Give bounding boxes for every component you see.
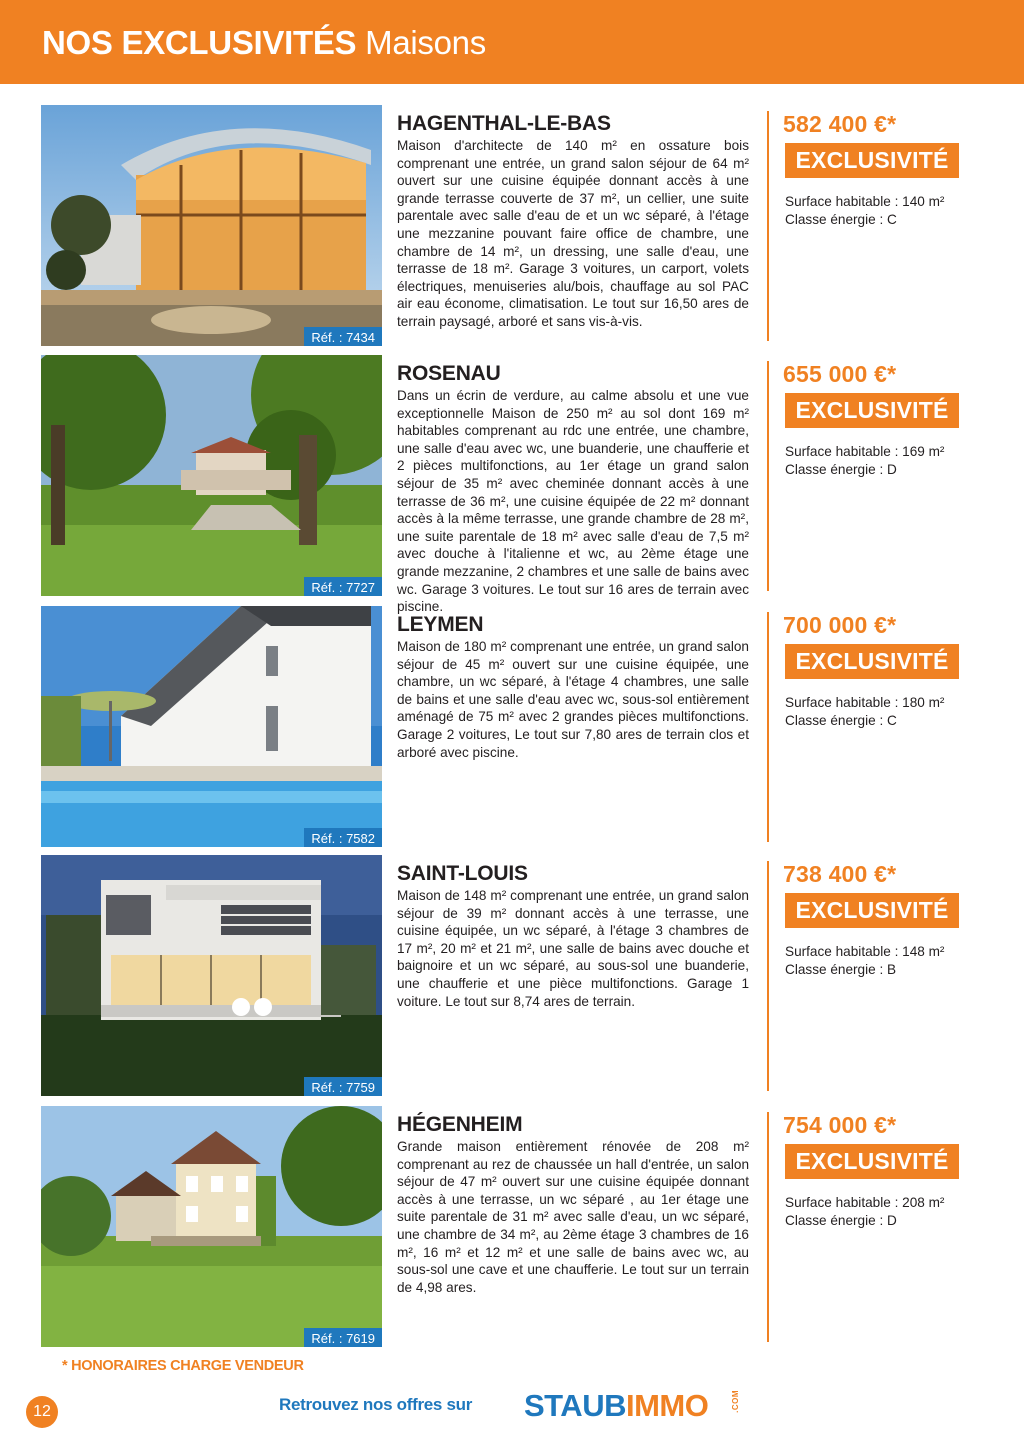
reference-badge: Réf. : 7434	[304, 327, 382, 346]
reference-badge: Réf. : 7759	[304, 1077, 382, 1096]
energy-class: Classe énergie : D	[785, 1213, 897, 1228]
listing-card	[0, 1106, 1024, 1348]
energy-class: Classe énergie : D	[785, 462, 897, 477]
property-photo[interactable]	[41, 355, 382, 596]
listing-card	[0, 105, 1024, 347]
town-name: LEYMEN	[397, 613, 484, 636]
exclusivity-badge: EXCLUSIVITÉ	[785, 893, 959, 928]
town-name: ROSENAU	[397, 362, 501, 385]
divider	[767, 612, 769, 842]
town-name: SAINT-LOUIS	[397, 862, 528, 885]
energy-class: Classe énergie : C	[785, 713, 897, 728]
price: 738 400 €*	[783, 861, 897, 887]
listing-card	[0, 855, 1024, 1097]
exclusivity-badge: EXCLUSIVITÉ	[785, 644, 959, 679]
divider	[767, 111, 769, 341]
town-name: HÉGENHEIM	[397, 1113, 523, 1136]
property-description: Dans un écrin de verdure, au calme absolu et une vue exceptionnelle Maison de 250 m² au sol dont 169 m² habitables comprenant au rdc une entrée, une chambre, une salle d'eau avec wc, une buanderie, une chaufferie et 2 pièces multifonctions, au 1er étage un grand salon séjour de 35 m² avec cheminée donnant accès à une terrasse de 36 m², une cuisine équipée de 22 m² donnant accès à la même terrasse, une grande chambre de 28 m², une suite parentale de 18 m² avec salle d'eau de 7,5 m² avec douche à l'italienne et wc, au 2ème étage une grande mezzanine, 2 chambres et une salle de bains avec wc. Garage 3 voitures. Le tout sur 16 ares de terrain avec piscine.	[397, 388, 749, 615]
living-surface: Surface habitable : 148 m²	[785, 944, 945, 959]
listing-card	[0, 606, 1024, 848]
property-photo[interactable]	[41, 1106, 382, 1347]
exclusivity-badge: EXCLUSIVITÉ	[785, 1144, 959, 1179]
page-number: 12	[26, 1396, 58, 1428]
living-surface: Surface habitable : 208 m²	[785, 1195, 945, 1210]
living-surface: Surface habitable : 169 m²	[785, 444, 945, 459]
price: 754 000 €*	[783, 1112, 897, 1138]
property-description: Grande maison entièrement rénovée de 208 m² comprenant au rez de chaussée un hall d'entrée, un salon séjour de 47 m² ouvert sur une cuisine équipée donnant accès à une terrasse, un wc séparé , au 1er étage une suite parentale de 31 m² avec salle d'eau, un wc séparé, une chambre de 34 m², au 2ème étage 3 chambres de 16 m², 16 m² et 12 m² et une salle de bains avec wc, au sous-sol une cave et une chaufferie. Le tout sur un terrain de 4,98 ares.	[397, 1139, 749, 1295]
property-photo[interactable]	[41, 855, 382, 1096]
footer-tagline: Retrouvez nos offres sur	[279, 1395, 473, 1414]
town-name: HAGENTHAL-LE-BAS	[397, 112, 611, 135]
exclusivity-badge: EXCLUSIVITÉ	[785, 393, 959, 428]
living-surface: Surface habitable : 180 m²	[785, 695, 945, 710]
price: 582 400 €*	[783, 111, 897, 137]
house-photo-renovated	[41, 1106, 382, 1347]
logo-wordmark: STAUBIMMO	[524, 1388, 709, 1423]
exclusivity-badge: EXCLUSIVITÉ	[785, 143, 959, 178]
property-description: Maison de 148 m² comprenant une entrée, un grand salon séjour de 39 m² donnant accès à une terrasse, une cuisine équipée, un wc séparé, à l'étage 3 chambres de 17 m², 20 m² et 21 m², une salle de bains avec douche et baignoire et un wc séparé, au sous-sol une buanderie, une chaufferie et une pièce multifonctions. Garage 1 voiture. Le tout sur 8,74 ares de terrain.	[397, 888, 749, 1009]
divider	[767, 1112, 769, 1342]
energy-class: Classe énergie : B	[785, 962, 897, 977]
house-photo-garden	[41, 355, 382, 596]
page-header	[0, 0, 1024, 84]
divider	[767, 361, 769, 591]
reference-badge: Réf. : 7582	[304, 828, 382, 847]
house-photo-pool	[41, 606, 382, 847]
page-title: NOS EXCLUSIVITÉS Maisons	[42, 24, 486, 61]
property-photo[interactable]	[41, 105, 382, 346]
reference-badge: Réf. : 7727	[304, 577, 382, 596]
listing-card	[0, 355, 1024, 615]
fees-footnote: * HONORAIRES CHARGE VENDEUR	[62, 1358, 304, 1374]
price: 655 000 €*	[783, 361, 897, 387]
property-description: Maison de 180 m² comprenant une entrée, un grand salon séjour de 45 m² ouvert sur une cuisine équipée, une chambre, un wc séparé, à l'étage 4 chambres, une salle de bains et une salle d'eau avec wc, sous-sol entièrement aménagé de 75 m² avec 2 grandes pièces multifonctions. Garage 2 voitures, Le tout sur 7,80 ares de terrain clos et arboré avec piscine.	[397, 639, 749, 760]
reference-badge: Réf. : 7619	[304, 1328, 382, 1347]
house-photo-modern	[41, 855, 382, 1096]
divider	[767, 861, 769, 1091]
living-surface: Surface habitable : 140 m²	[785, 194, 945, 209]
price: 700 000 €*	[783, 612, 897, 638]
property-photo[interactable]	[41, 606, 382, 847]
house-photo-architect	[41, 105, 382, 346]
logo-domain: .COM	[731, 1390, 740, 1413]
energy-class: Classe énergie : C	[785, 212, 897, 227]
property-description: Maison d'architecte de 140 m² en ossature bois comprenant une entrée, un grand salon séjour de 64 m² ouvert sur une cuisine équipée donnant accès à une grande terrasse couverte de 37 m², un cellier, une suite parentale avec salle d'eau de et un wc séparé, à l'étage une mezzanine pouvant faire office de chambre, une chambre de 14 m², un dressing, une salle d'eau, une terrasse de 18 m². Garage 3 voitures, un carport, volets électriques, menuiseries alu/bois, chauffage au sol PAC air eau économe, climatisation. Le tout sur 16,50 ares de terrain paysagé, arboré et sans vis-à-vis.	[397, 138, 749, 329]
